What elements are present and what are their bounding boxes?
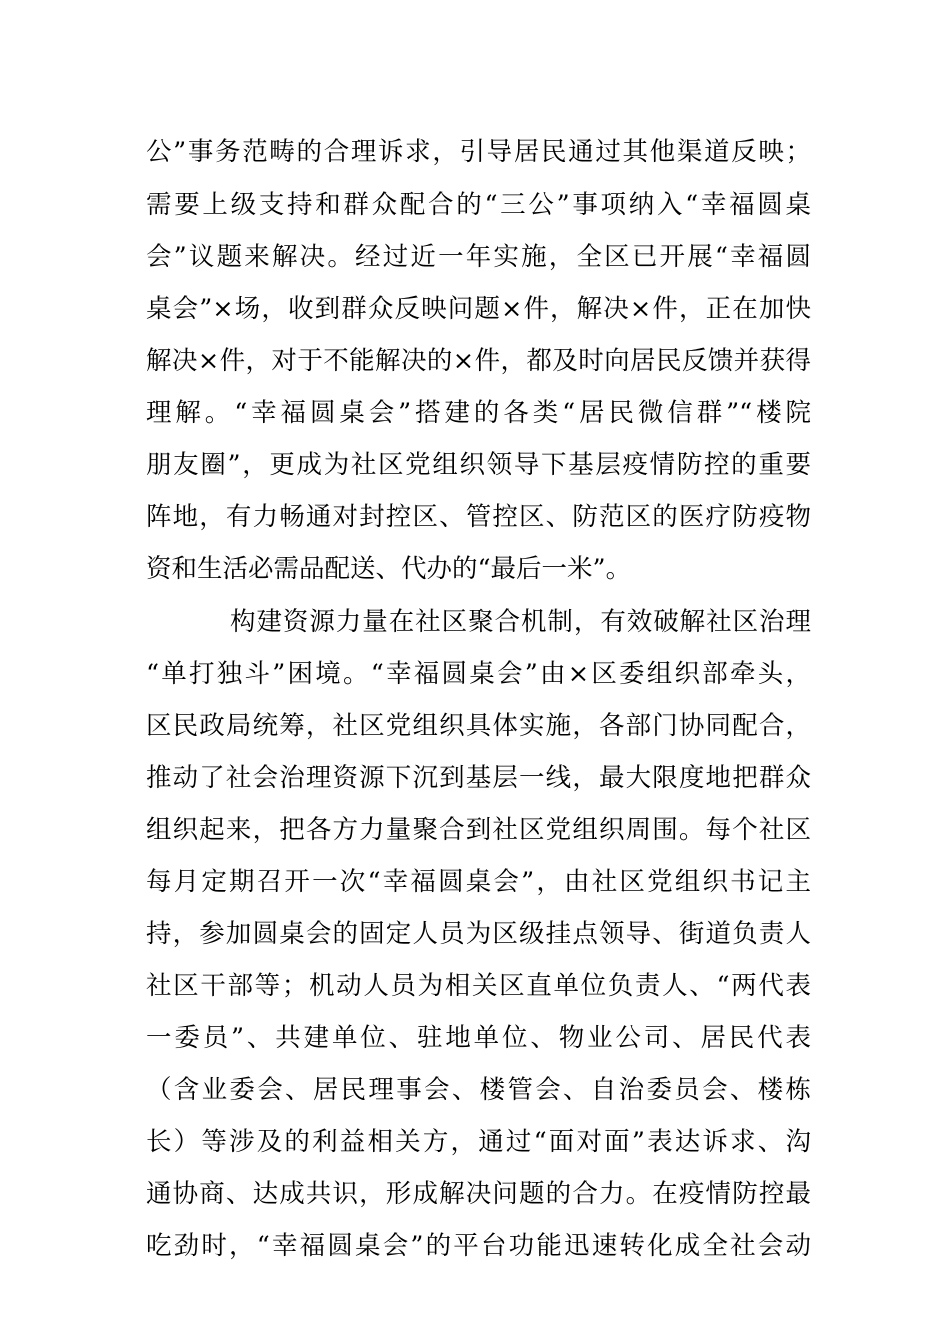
text-line: 吃劲时，“幸福圆桌会”的平台功能迅速转化成全社会动	[146, 1231, 811, 1261]
text-line: 朋友圈”，更成为社区党组织领导下基层疫情防控的重要	[146, 450, 811, 480]
text-line: 持，参加圆桌会的固定人员为区级挂点领导、街道负责人	[146, 919, 811, 949]
text-line: 资和生活必需品配送、代办的“最后一米”。	[146, 554, 632, 584]
text-line: 区民政局统筹，社区党组织具体实施，各部门协同配合，	[146, 711, 811, 741]
text-line: 阵地，有力畅通对封控区、管控区、防范区的医疗防疫物	[146, 502, 811, 532]
text-line: 会”议题来解决。经过近一年实施，全区已开展“幸福圆	[146, 242, 811, 272]
text-line: “单打独斗”困境。“幸福圆桌会”由×区委组织部牵头，	[146, 659, 811, 689]
text-line: 构建资源力量在社区聚合机制，有效破解社区治理	[230, 607, 811, 637]
text-line: 通协商、达成共识，形成解决问题的合力。在疫情防控最	[146, 1179, 811, 1209]
text-line: （含业委会、居民理事会、楼管会、自治委员会、楼栋	[146, 1075, 811, 1105]
text-line: 需要上级支持和群众配合的“三公”事项纳入“幸福圆桌	[146, 190, 811, 220]
text-line: 理解。“幸福圆桌会”搭建的各类“居民微信群”“楼院	[146, 398, 811, 428]
text-line: 桌会”×场，收到群众反映问题×件，解决×件，正在加快	[146, 294, 811, 324]
text-line: 解决×件，对于不能解决的×件，都及时向居民反馈并获得	[146, 346, 811, 376]
text-line: 每月定期召开一次“幸福圆桌会”，由社区党组织书记主	[146, 867, 811, 897]
text-line: 推动了社会治理资源下沉到基层一线，最大限度地把群众	[146, 763, 811, 793]
text-line: 组织起来，把各方力量聚合到社区党组织周围。每个社区	[146, 815, 811, 845]
text-line: 社区干部等；机动人员为相关区直单位负责人、“两代表	[146, 971, 811, 1001]
text-line: 公”事务范畴的合理诉求，引导居民通过其他渠道反映；	[146, 137, 811, 167]
text-line: 一委员”、共建单位、驻地单位、物业公司、居民代表	[146, 1023, 811, 1053]
text-line: 长）等涉及的利益相关方，通过“面对面”表达诉求、沟	[146, 1127, 811, 1157]
